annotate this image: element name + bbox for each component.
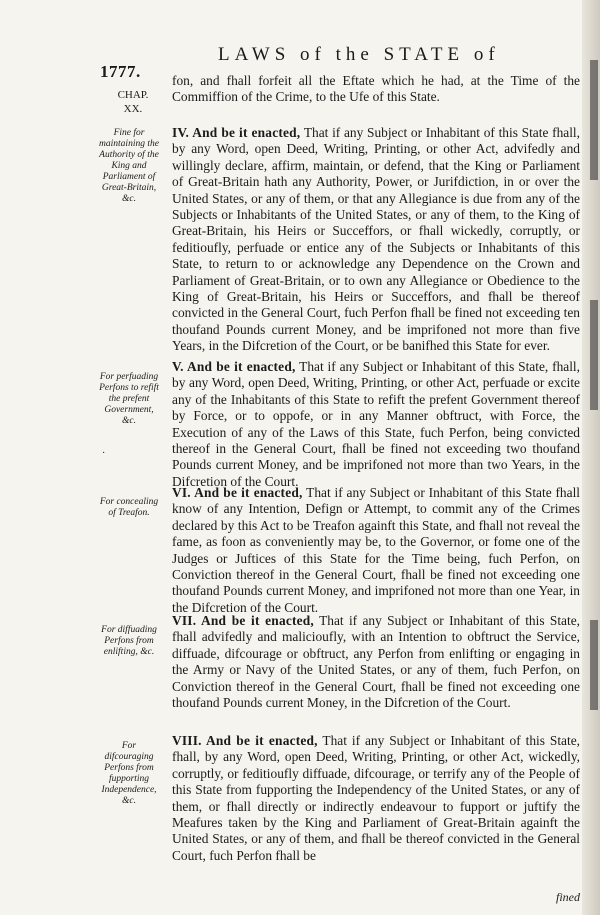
page-year: 1777.: [100, 62, 141, 81]
margin-mark: ·: [102, 448, 106, 459]
facing-page-strip: [590, 620, 598, 710]
continuation-paragraph: fon, and fhall forfeit all the Eftate which he had, at the Time of the Commiffion of the Crime, to the Ufe of this State.: [172, 73, 580, 105]
chap-number: XX.: [123, 103, 143, 115]
section-vii: [172, 613, 580, 711]
facing-page-strip: [590, 300, 598, 410]
margin-note: Fine for maintaining the Authority of the King and Parliament of Great-Britain, &c.: [99, 128, 159, 204]
chap-word: CHAP.: [117, 89, 149, 101]
running-head: LAWS of the STATE of: [218, 44, 500, 65]
chapter-label: [100, 88, 166, 116]
section-text: That if any Subject or Inhabitant of this State, fhall, by any Word, open Deed, Writing, Printing, or other Act, wickedly, corruptly, or feditioufly diffuade, difcourage, or terrify any of the People of this State from fupporting the Independency of the United States, or any of them, or fhall directly or indirectly endeavour to fupport or juftify the Meafures taken by the King and Parliament of Great-Britain againft the United States, or any of them, and fhall be thereof convicted in the General Court, fuch Perfon fhall be: [172, 733, 580, 863]
facing-page-strip: [590, 60, 598, 180]
section-iv: [172, 125, 580, 355]
margin-note: For perfuading Perfons to refift the prefent Government, &c.: [99, 372, 159, 426]
margin-note: For concealing of Treafon.: [99, 497, 159, 518]
section-text: That if any Subject or Inhabitant of this State, fhall, by any Word, open Deed, Writing, Printing, or other Act, perfuade or excite any of the Inhabitants of this State to refift the prefent Government thereof by Force, or to oppofe, or in any Manner obftruct, with Force, the Execution of any of the Laws of this State, fuch Perfon, being convicted thereof in the General Court, fhall be fined not exceeding two thoufand Pounds current Money, and be imprifoned not more than two Years, in the Difcretion of the Court.: [172, 359, 580, 489]
margin-note: For diffuading Perfons from enlifting, &c.: [101, 625, 157, 657]
section-viii: [172, 733, 580, 864]
section-text: That if any Subject or Inhabitant of this State fhall know of any Intention, Defign or Attempt, to commit any of the Crimes declared by this Act to be Treafon againft this State, and fhall not reveal the fame, as foon as conveniently may be, to the Governor, or fome one of the Judges or Juftices of this State for the Time being, fuch Perfon, on Conviction thereof in the General Court, fhall be fined not exceeding one thoufand Pounds current Money, and imprifoned not more than one Year, in the Difcretion of the Court.: [172, 485, 581, 615]
section-heading: V. And be it enacted,: [172, 359, 296, 374]
section-heading: IV. And be it enacted,: [172, 125, 301, 140]
section-heading: VII. And be it enacted,: [172, 613, 314, 628]
catchword: fined: [556, 890, 580, 904]
section-text: That if any Subject or Inhabitant of this State fhall, by any Word, open Deed, Writing, Printing, or other Act, advifedly and willingly declare, affirm, maintain, or defend, that the King or Parliament of Great-Britain hath any Authority, Power, or Jurifdiction, in or over the United States, or any of them, or that any Allegiance is due from any of the Subjects or Inhabitants of the United States, or any of them, to the King of Great-Britain, his Heirs or Succeffors, or fhall wickedly, corruptly, or feditioufly, perfuade or entice any of the Subjects or Inhabitants of this State, to return to or acknowledge any Dependence on the Crown and Parliament of Great-Britain, or to own any Allegiance or Obedience to the King of Great-Britain, his Heirs or Succeffors, and fhall be thereof convicted in the General Court, fuch Perfon fhall be fined not exceeding ten thoufand Pounds current Money, and be imprifoned not more than five Years, in the Difcretion of the Court, or be banifhed this State for ever.: [172, 125, 581, 354]
section-v: [172, 359, 580, 490]
section-heading: VI. And be it enacted,: [172, 485, 303, 500]
section-vi: [172, 485, 580, 616]
section-text: That if any Subject or Inhabitant of this State, fhall advifedly and malicioufly, with an Intention to obftruct the Service, diffuade, difcourage or obftruct, any Perfon from enlifting or engaging in the Army or Navy of the United States, or any of them, fuch Perfon, on Conviction thereof in the General Court, fhall be fined not exceeding one thoufand Pounds current Money, in the Difcretion of the Court.: [172, 613, 580, 711]
section-heading: VIII. And be it enacted,: [172, 733, 318, 748]
margin-note: For difcouraging Perfons from fupporting Independence, &c.: [101, 741, 157, 806]
